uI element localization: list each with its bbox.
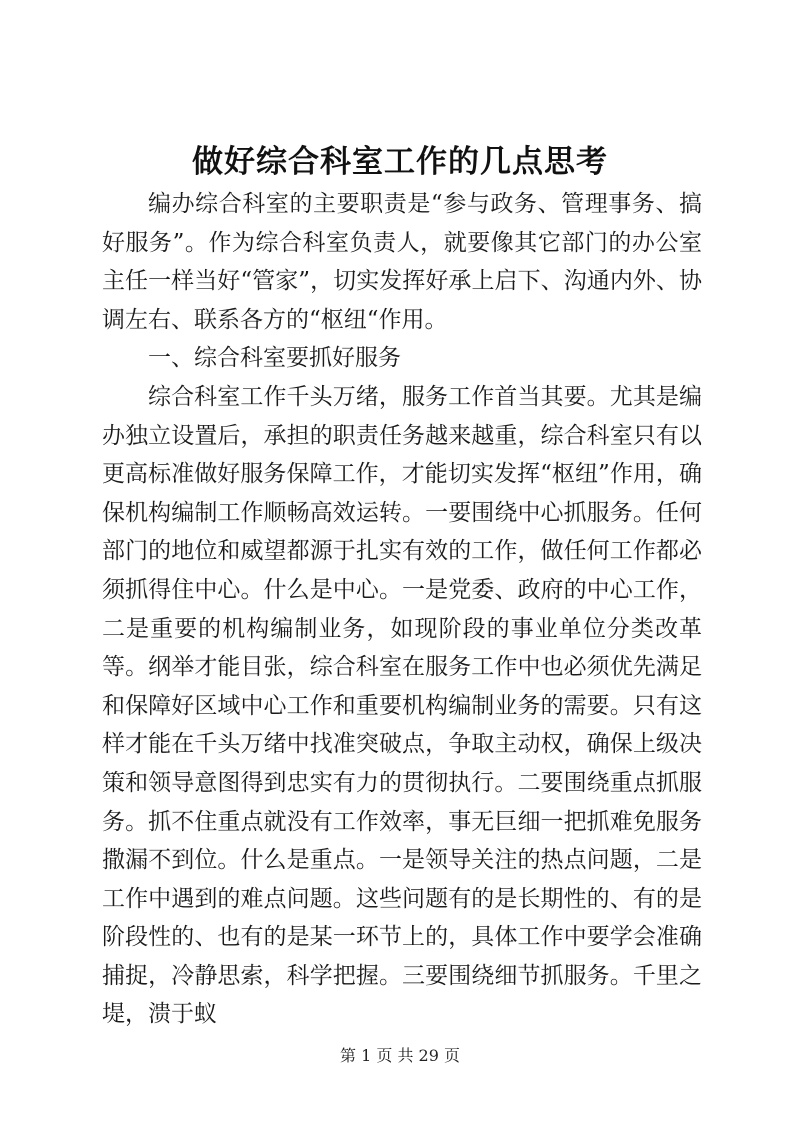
- section-heading: 一、综合科室要抓好服务: [148, 345, 401, 372]
- paragraph-intro: 编办综合科室的主要职责是“参与政务、管理事务、搞好服务”。作为综合科室负责人，就要像其它部门的办公室主任一样当好“管家”，切实发挥好承上启下、沟通内外、协调左右、联系各方的“枢纽“作用。: [102, 191, 702, 333]
- document-title: 做好综合科室工作的几点思考: [192, 144, 608, 180]
- document-body: [102, 185, 702, 1034]
- paragraph-service: 综合科室工作千头万绪，服务工作首当其要。尤其是编办独立设置后，承担的职责任务越来越重，综合科室只有以更高标准做好服务保障工作，才能切实发挥“枢纽”作用，确保机构编制工作顺畅高效运转。一要围绕中心抓服务。任何部门的地位和威望都源于扎实有效的工作，做任何工作都必须抓得住中心。什么是中心。一是党委、政府的中心工作，二是重要的机构编制业务，如现阶段的事业单位分类改革等。纲举才能目张，综合科室在服务工作中也必须优先满足和保障好区域中心工作和重要机构编制业务的需要。只有这样才能在千头万绪中找准突破点，争取主动权，确保上级决策和领导意图得到忠实有力的贯彻执行。二要围绕重点抓服务。抓不住重点就没有工作效率，事无巨细一把抓难免服务撒漏不到位。什么是重点。一是领导关注的热点问题，二是工作中遇到的难点问题。这些问题有的是长期性的、有的是阶段性的、也有的是某一环节上的，具体工作中要学会准确捕捉，冷静思索，科学把握。三要围绕细节抓服务。千里之堤，溃于蚁: [102, 383, 702, 1028]
- page-footer: 第 1 页 共 29 页: [340, 1046, 460, 1065]
